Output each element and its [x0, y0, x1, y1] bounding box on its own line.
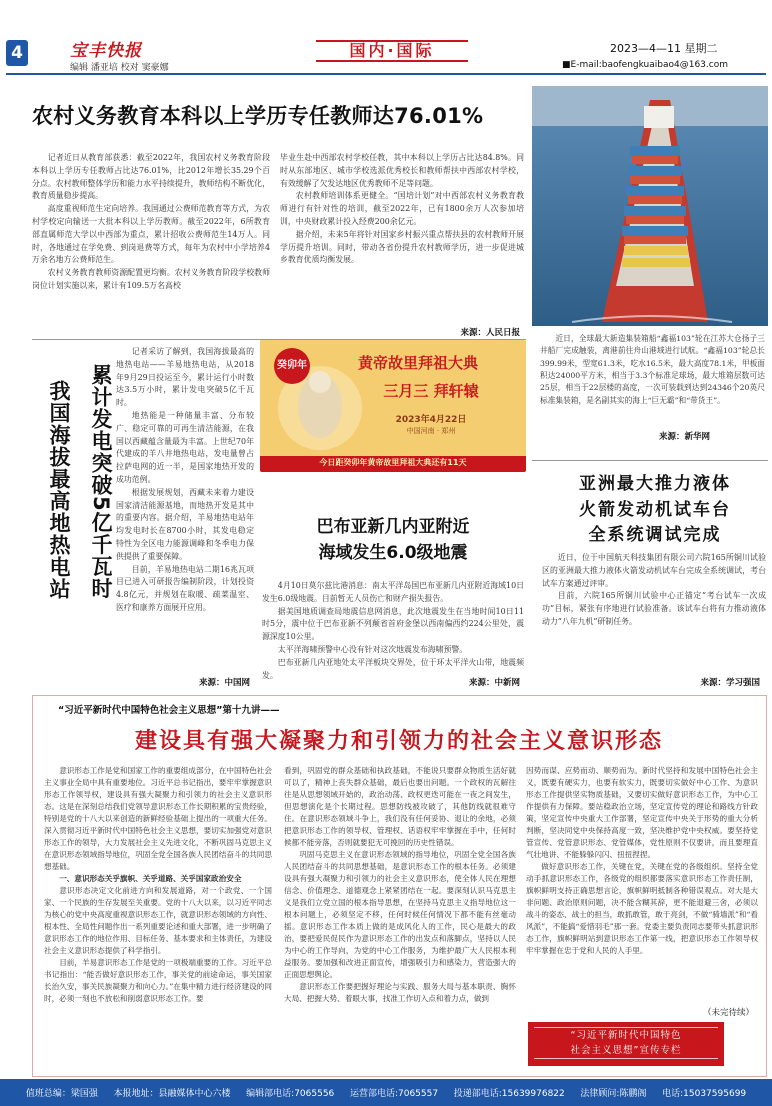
quake-article-body [262, 580, 524, 682]
paragraph: 记者采访了解到，我国海拔最高的地热电站——羊易地热电站，从2018年9月29日投运至今，累计运行小时数达3.5万小时，累计发电突破5亿千瓦时。 [116, 347, 254, 408]
paragraph: 目前，羊易地热电站二期16兆瓦项目已进入可研报告编制阶段，计划投资4.8亿元，并规划在取暖、疏菜温室、医疗和康养方面展开应用。 [116, 564, 254, 612]
paragraph: 意识形态工作是党和国家工作的重要组成部分，在中国特色社会主义事业全局中具有重要地位。习近平总书记指出，要牢牢掌握意识形态工作领导权，建设具有强大凝聚力和引领力的社会主义意识形态。这是在深刻总结我们党领导意识形态工作长期积累的宝贵经验，特别是党的十八大以来创造的新鲜经验基础上提出的一项重大任务。深入贯彻习近平新时代中国特色社会主义思想，要切实加强党对意识形态工作的领导，大力发展社会主义先进文化，不断巩固马克思主义在意识形态领域指导地位，巩固全党全国各族人民团结奋斗的共同思想基础。 [44, 766, 272, 871]
rocket-title-line3: 全系统调试完成 [588, 525, 722, 545]
teacher-article-col1 [32, 152, 270, 293]
paragraph: 农村教师培训体系更健全。“国培计划”对中西部农村义务教育教师进行有针对性的培训，截至2022年，已有1800余万人次参加培训，中央财政累计投入经费200余亿元。 [280, 191, 524, 226]
rocket-title-line1: 亚洲最大推力液体 [579, 474, 731, 494]
paragraph: 巩固马克思主义在意识形态领域的指导地位，巩固全党全国各族人民团结奋斗的共同思想基础，是意识形态工作的根本任务。必须建设具有强大凝聚力和引领力的社会主义意识形态，使全体人民在理想信念、价值理念、道德观念上紧紧团结在一起。要深刻认识马克思主义是我们立党立国的根本指导思想，在坚持马克思主义指导地位这一根本问题上，必须坚定不移，任何时候任何情况下都不能有丝毫动摇。意识形态工作本质上做的是成风化人的工作，民心是最大的政治，要把爱民促民作为意识形态工作的出发点和落脚点，坚持以人民为中心的工作导向，为党的中心工作服务，为维护最广大人民根本利益服务。要加强和改进正面宣传，增强吸引力和感染力，营造强大的正面思想舆论。 [284, 849, 516, 979]
paragraph: 巴布亚新几内亚地处太平洋板块交界处，位于环太平洋火山带，地震频发。 [262, 657, 524, 680]
ship-caption: 近日，全球最大新造集装箱船“鑫福103”轮在江苏大仓扬子三井船厂完成触装，离港前往舟山港域进行试航。“鑫福103”轮总长399.99米，型宽61.3米，吃水16.5米，最大高度78.1米，甲板面积达24000平方米，相当于3.3个标准足球场，最大堆箱层数可达25层，相当于22层楼的高度，一次可装载到达到24346个20英尺标准集装箱，是名副其实的海上“巨无霸”和“带货王”。 [540, 334, 765, 405]
geothermal-article-body [116, 346, 254, 615]
poster-title: 黄帝故里拜祖大典 [357, 354, 478, 372]
paragraph: 意识形态工作要把握好理论与实践、服务大局与基本职责、胸怀大局、把握大势、着眼大事，找准工作切入点和着力点，做到 [284, 981, 516, 1003]
rocket-article-body [542, 552, 766, 629]
paragraph: 看到，巩固党的群众基础和执政基础，不能说只要群众物质生活好就可以了，精神上丧失群众基础，最后也要出问题。一个政权的瓦解往往是从思想领域开始的，政治动荡、政权更迭可能在一夜之间发生，但思想演化是个长期过程。思想防线被攻破了，其他防线就很难守住。在意识形态领域斗争上，我们没有任何妥协、退让的余地，必须把意识形态工作的领导权、管理权、话语权牢牢掌握在手中，任何时候都不能旁落，否则就要犯无可挽回的历史性错误。 [284, 766, 516, 847]
geothermal-source: 来源：中国网 [198, 678, 250, 688]
thought-col2 [284, 765, 516, 1005]
thought-col1 [44, 765, 272, 1005]
contact-email: ■E-mail:baofengkuaibao4@163.com [562, 60, 728, 70]
rocket-title-line2: 火箭发动机试车台 [579, 499, 731, 520]
paragraph: 根据发展规划，西藏未来着力建设国家清洁能源基地，而地热开发是其中的重要内容。据介绍，羊易地热电站年均发电时长在8700小时，其发电稳定特性为全区电力能源调峰和冬季电力保供提供了重要保障。 [116, 487, 254, 561]
to-be-continued: （未完待续） [702, 1008, 754, 1018]
special-line2: 社会主义思想”宣传专栏 [570, 1045, 682, 1057]
photo-source: 来源：新华网 [658, 432, 710, 442]
paragraph: 因势而谋、应势而动、顺势而为。新时代坚持和发展中国特色社会主义，既要有硬实力，也要有软实力，既要切实做好中心工作、为意识形态工作提供坚实物质基础，又要切实做好意识形态工作，为中心工作提供有力保障。要站稳政治立场，坚定宣传党的理论和路线方针政策，坚定宣传中央重大工作部署，坚定宣传中央关于形势的重大分析判断，坚决同党中央保持高度一致，坚决维护党中央权威。要坚持党管宣传、党管意识形态、党管媒体，党性原则不仅要讲，而且要理直气壮地讲、不能躲躲闪闪、扭扭捏捏。 [526, 766, 758, 859]
quake-article-title [262, 514, 524, 567]
paragraph: 地热能是一种储量丰富、分布较广、稳定可靠的可再生清洁能源，在我国以西藏蕴含量最为丰富。上世纪70年代建成的羊八井地热电站，发电量曾占拉萨电网的近一半，是国家地热开发的成功范例。 [116, 410, 254, 484]
header-divider [6, 73, 766, 75]
quake-source: 来源：中新网 [468, 678, 520, 688]
teacher-article-title: 农村义务教育本科以上学历专任教师达76.01% [32, 104, 484, 128]
paragraph: 太平洋海啸预警中心没有针对这次地震发布海啸预警。 [277, 644, 468, 654]
paragraph: 4月10日莫尔兹比港消息：南太平洋岛国巴布亚新几内亚附近海域10日发生6.0级地震。目前暂无人员伤亡和财产损失报告。 [262, 581, 524, 603]
paragraph: 据美国地质调查局地震信息网消息，此次地震发生在当地时间10日11时5分，震中位于巴布亚新不列颠省首府金堡以西南偏西约224公里处，震源深度10公里。 [262, 606, 524, 642]
ship-illustration [532, 86, 768, 326]
paragraph: 做好意识形态工作，关键在党，关键在党的各级组织。坚持全党动手抓意识形态工作，各级党的组织都要落实意识形态工作责任制，旗帜鲜明支持正确思想言论，旗帜鲜明抵制各种错误观点。对大是大非问题、政治原则问题，决不能含糊其辞，更不能退避三舍，必须以战斗的姿态、战士的担当，敢抓敢管，敢于亮剑，不做“骑墙派”和“看风派”，不能搞“爱惜羽毛”那一套。党委主要负责同志要带头抓意识形态工作，旗帜鲜明站到意识形态工作第一线，把意识形态工作领导权牢牢掌握在忠于党和人民的人手里。 [526, 861, 758, 955]
geothermal-title-line1: 我国海拔最高地热电站 [47, 380, 71, 600]
footer-editorial-phone: 编辑部电话:7065556 [246, 1089, 335, 1099]
footer-address: 本报地址：县融媒体中心六楼 [113, 1089, 231, 1099]
editor-line: 编辑 潘亚培 校对 窦豪娜 [70, 63, 169, 73]
rocket-article-title [540, 472, 770, 549]
paragraph: 记者近日从教育部获悉：截至2022年，我国农村义务教育阶段本科以上学历专任教师占比达76.01%，比2012年增长35.29个百分点。农村教师整体学历和能力水平持续提升，教师结构不断优化，教育质量稳步提高。 [32, 153, 270, 201]
poster-subtitle: 三月三 拜轩辕 [383, 382, 479, 400]
footer-delivery-phone: 投递部电话:15639976822 [453, 1089, 565, 1099]
special-line1: “习近平新时代中国特色 [570, 1030, 682, 1041]
special-column-badge [528, 1022, 724, 1066]
poster-location: 中国河南 · 郑州 [406, 427, 456, 435]
teacher-article-source: 来源：人民日报 [460, 328, 520, 338]
poster-countdown: 今日距癸卯年黄帝故里拜祖大典还有11天 [319, 458, 467, 467]
footer-operations-phone: 运营部电话:7065557 [349, 1089, 439, 1099]
paragraph: 目前，羊易意识形态工作是党的一项极端重要的工作。习近平总书记指出：“能否做好意识形态工作，事关党的前途命运，事关国家长治久安，事关民族凝聚力和向心力。”在集中精力进行经济建设的同时，必须一刻也不放松和削弱意识形态工作。要 [44, 957, 272, 1003]
special-column-inner [534, 1027, 718, 1059]
geothermal-title-line2: 累计发电突破5亿千瓦时 [89, 364, 113, 600]
poster-badge: 癸卯年 [274, 348, 310, 384]
container-ship-photo [532, 86, 768, 326]
ceremony-poster [260, 340, 526, 472]
poster-date: 2023年4月22日 [395, 415, 467, 425]
masthead-logo: 宝丰快报 [70, 41, 142, 61]
footer-bar [0, 1079, 772, 1106]
thought-section-title: 建设具有强大凝聚力和引领力的社会主义意识形态 [134, 728, 663, 754]
section-tag: 国内·国际 [316, 40, 468, 62]
section-divider [532, 460, 768, 461]
paragraph: 据介绍，未来5年将针对国家乡村振兴重点帮扶县的农村教师开展学历提升培训。同时，带动各省份提升农村教师学历，进一步促进城乡教育优质均衡发展。 [280, 229, 524, 265]
thought-col3 [526, 765, 758, 957]
paragraph: 目前，六院165所铜川试验中心正锚定“考台试车一次成功”目标，紧张有序地进行试验准备。该试车台将有力推动液体动力“八年九机”研制任务。 [542, 591, 766, 626]
thought-subhead: 一、意识形态关乎旗帜、关乎道路、关乎国家政治安全 [59, 873, 242, 883]
paragraph: 毕业生赴中西部农村学校任教，其中本科以上学历占比达84.8%。同时从东部地区、城市学校选派优秀校长和教师帮扶中西部农村学校，有效缓解了欠发达地区优秀教师不足等问题。 [280, 153, 524, 188]
thought-series-label: “习近平新时代中国特色社会主义思想”第十九讲—— [58, 705, 280, 716]
quake-title-line1: 巴布亚新几内亚附近 [316, 517, 470, 537]
teacher-article-col2 [280, 152, 524, 267]
quake-title-line2: 海域发生6.0级地震 [318, 543, 468, 564]
footer-legal-advisor: 法律顾问:陈鹏阁 [580, 1089, 647, 1099]
footer-legal-phone: 电话:15037595699 [662, 1089, 747, 1099]
paragraph: 农村义务教育教师资源配置更均衡。农村义务教育阶段学校教师岗位计划实施以来，累计有109.5万名高校 [32, 268, 270, 290]
issue-date: 2023—4—11 星期二 [610, 42, 718, 55]
rocket-source: 来源：学习强国 [700, 678, 760, 688]
paragraph: 意识形态决定文化前进方向和发展道路，对一个政党、一个国家、一个民族的生存发展至关重要。党的十八大以来，以习近平同志为核心的党中央高度重视意识形态工作，就意识形态领域的方向性、根本性、全局性问题作出一系列重要论述和重大部署，进一步明确了意识形态工作的地位作用、目标任务、基本要求和主体责任，为建设社会主义意识形态提供了科学指引。 [44, 885, 272, 955]
paragraph: 高度重视师范生定向培养。我国通过公费师范教育等方式，为农村学校定向输送一大批本科以上学历教师。截至2022年，6所教育部直属师范大学以中西部为重点，累计招收公费师范生14万人。同时，各地通过在学免费、到岗退费等方式，每年为农村中小学培养4万余名地方公费师范生。 [32, 204, 270, 265]
paragraph: 近日，位于中国航天科技集团有限公司六院165所铜川试验区的亚洲最大推力液体火箭发动机试车台完成全系统调试，考台试车方案通过评审。 [542, 553, 766, 588]
footer-duty-editor: 值班总编：梁国强 [25, 1089, 98, 1099]
page-number: 4 [6, 40, 28, 66]
geothermal-title [36, 364, 126, 624]
